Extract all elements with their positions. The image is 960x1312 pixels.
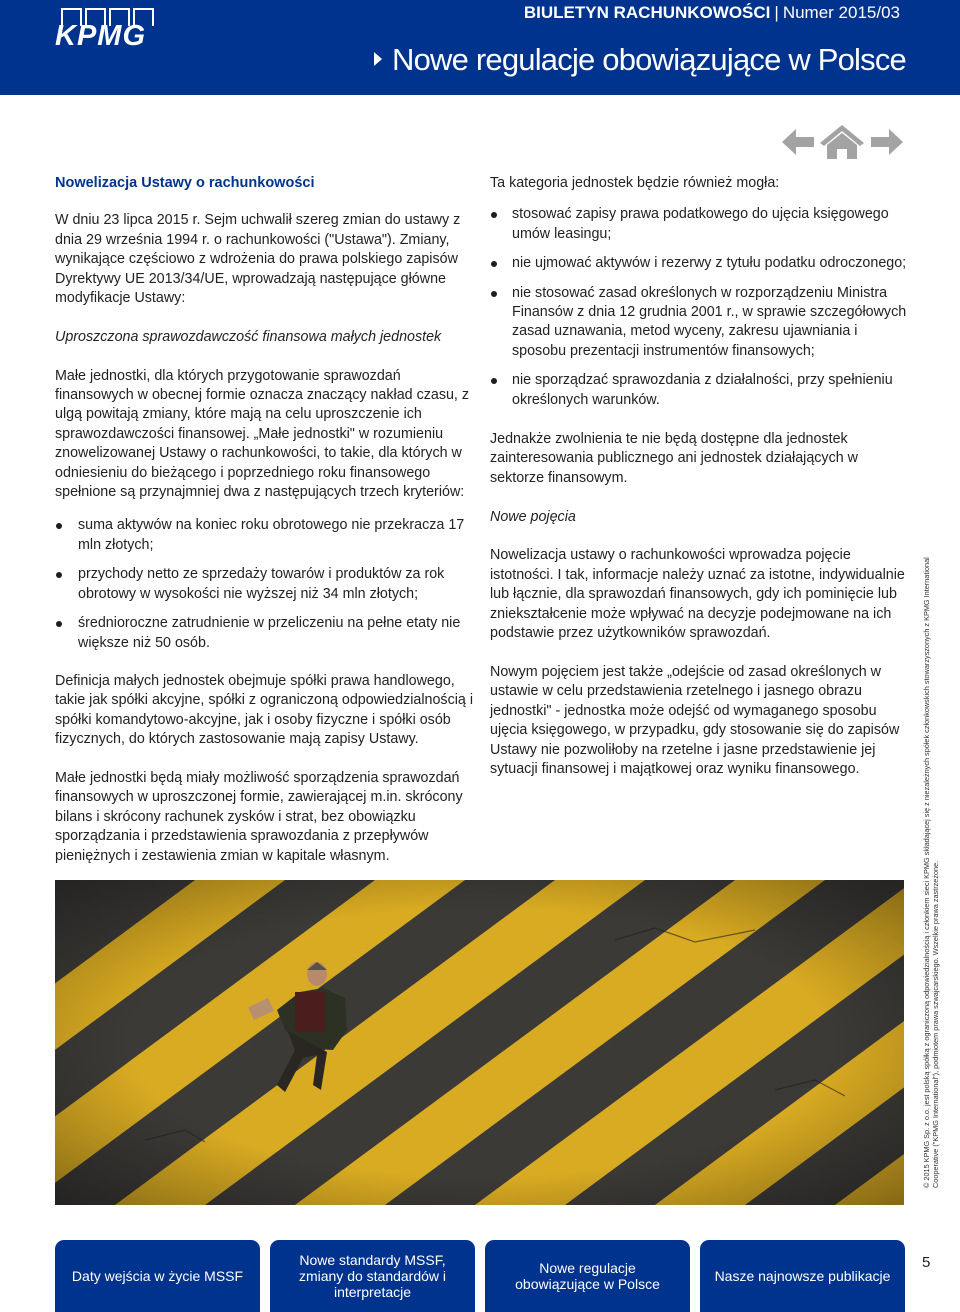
definition-paragraph: Definicja małych jednostek obejmuje spółki prawa handlowego, takie jak spółki akcyjne, spółki z ograniczoną odpowiedzialnością i spółki komandytowo-akcyjne, jak i osoby fizyczne i spółki osób fizycznych, do których zastosowanie mają zapisy Ustawy. [55, 672, 474, 748]
list-item: stosować zapisy prawa podatkowego do ujęcia księgowego umów leasingu; [490, 205, 908, 244]
subheading-small-entities: Uproszczona sprawozdawczość finansowa małych jednostek [55, 328, 442, 345]
tab-new-standards[interactable]: Nowe standardy MSSF, zmiany do standardów i interpretacje [270, 1240, 475, 1312]
tab-new-regulations-poland[interactable]: Nowe regulacje obowiązujące w Polsce [485, 1240, 690, 1312]
bulletin-title [524, 3, 900, 23]
bulletin-name: BIULETYN RACHUNKOWOŚCI [523, 3, 771, 22]
crosswalk-photo [55, 880, 904, 1205]
page-number: 5 [922, 1254, 931, 1271]
tab-latest-publications[interactable]: Nasze najnowsze publikacje [700, 1240, 905, 1312]
left-column [55, 174, 475, 885]
bulletin-separator: | [774, 3, 779, 22]
article-heading: Nowelizacja Ustawy o rachunkowości [55, 175, 315, 191]
intro-paragraph: W dniu 23 lipca 2015 r. Sejm uchwalił szereg zmian do ustawy z dnia 29 września 1994 r. o rachunkowości ("Ustawa"). Zmiany, wynikające częściowo z wdrożenia do prawa polskiego zapisów Dyrektywy UE 2013/34/UE, wprowadzają następujące główne modyfikacje Ustawy: [55, 212, 461, 307]
true-fair-view-paragraph: Nowym pojęciem jest także „odejście od zasad określonych w ustawie w celu przedstawienia rzetelnego i jasnego obrazu jednostki" - jednostka może odejść od wymaganego sposobu ujęcia księgowego, w przypadku, gdy stosowanie się do zapisów Ustawy nie pozwoliłoby na rzetelne i jasne przedstawienie jej sytuacji finansowej i majątkowej oraz wyniku finansowego. [490, 663, 900, 777]
section-title: Nowe regulacje obowiązujące w Polsce [374, 42, 906, 78]
right-column [490, 174, 908, 799]
criteria-list [55, 516, 475, 652]
copyright-notice: © 2015 KPMG Sp. z o.o. jest polską spółką z ograniczoną odpowiedzialnością i członkiem sieci KPMG składającej się z niezależnych spółek członkowskich stowarzyszonych z KPMG International Cooperative ("KPMG International"), podmiotem prawa szwajcarskiego. Wszelkie prawa zastrzeżone. [922, 557, 940, 1188]
subheading-new-concepts: Nowe pojęcia [490, 508, 576, 525]
page-header [0, 0, 960, 95]
tab-effective-dates[interactable]: Daty wejścia w życie MSSF [55, 1240, 260, 1312]
home-icon[interactable] [820, 125, 864, 159]
list-item: przychody netto ze sprzedaży towarów i produktów za rok obrotowy w wysokości nie wyższej niż 34 mln złotych; [55, 565, 475, 604]
issue-number: Numer 2015/03 [782, 3, 900, 22]
arrow-left-icon[interactable] [782, 129, 814, 155]
materiality-paragraph: Nowelizacja ustawy o rachunkowości wprowadza pojęcie istotności. I tak, informacje należy uznać za istotne, indywidualnie lub łącznie, dla sprawozdań finansowych, gdy ich pominięcie lub zniekształcenie może wpływać na decyzje podejmowane na ich podstawie przez użytkowników sprawozdań. [490, 547, 905, 642]
list-item: nie ujmować aktywów i rezerwy z tytułu podatku odroczonego; [490, 254, 908, 273]
page-navigation [780, 122, 905, 162]
simplified-statements-paragraph: Małe jednostki będą miały możliwość sporządzenia sprawozdań finansowych w uproszczonej formie, zawierającej m.in. skrócony bilans i skrócony rachunek zysków i strat, bez obowiązku sporządzania i przedstawienia sprawozdania z przepływów pieniężnych i zestawienia zmian w kapitale własnym. [55, 769, 463, 864]
exemptions-note: Jednakże zwolnienia te nie będą dostępne dla jednostek zainteresowania publicznego ani jednostek działających w sektorze finansowym. [490, 431, 858, 486]
category-intro: Ta kategoria jednostek będzie również mogła: [490, 175, 780, 191]
list-item: nie sporządzać sprawozdania z działalności, przy spełnieniu określonych warunków. [490, 371, 908, 410]
exemptions-list [490, 205, 908, 410]
triangle-bullet-icon [374, 52, 382, 66]
list-item: suma aktywów na koniec roku obrotowego nie przekracza 17 mln złotych; [55, 516, 475, 555]
list-item: średnioroczne zatrudnienie w przeliczeniu na pełne etaty nie większe niż 50 osób. [55, 614, 475, 653]
list-item: nie stosować zasad określonych w rozporządzeniu Ministra Finansów z dnia 12 grudnia 2001 r., w sprawie szczegółowych zasad uznawania, metod wyceny, zakresu ujawniania i sposobu prezentacji instrumentów finansowych; [490, 284, 908, 362]
arrow-right-icon[interactable] [871, 129, 903, 155]
kpmg-logo: KPMG [55, 8, 165, 50]
small-entities-paragraph: Małe jednostki, dla których przygotowanie sprawozdań finansowych w obecnej formie oznacza znaczący nakład czasu, z ulgą powitają zmiany, które mają na celu uproszczenie ich sprawozdawczości finansowej. „Małe jednostki" w rozumieniu znowelizowanej Ustawy o rachunkowości, to takie, dla których w odniesieniu do bieżącego i poprzedniego roku finansowego spełnione są przynajmniej dwa z następujących trzech kryteriów: [55, 367, 470, 501]
